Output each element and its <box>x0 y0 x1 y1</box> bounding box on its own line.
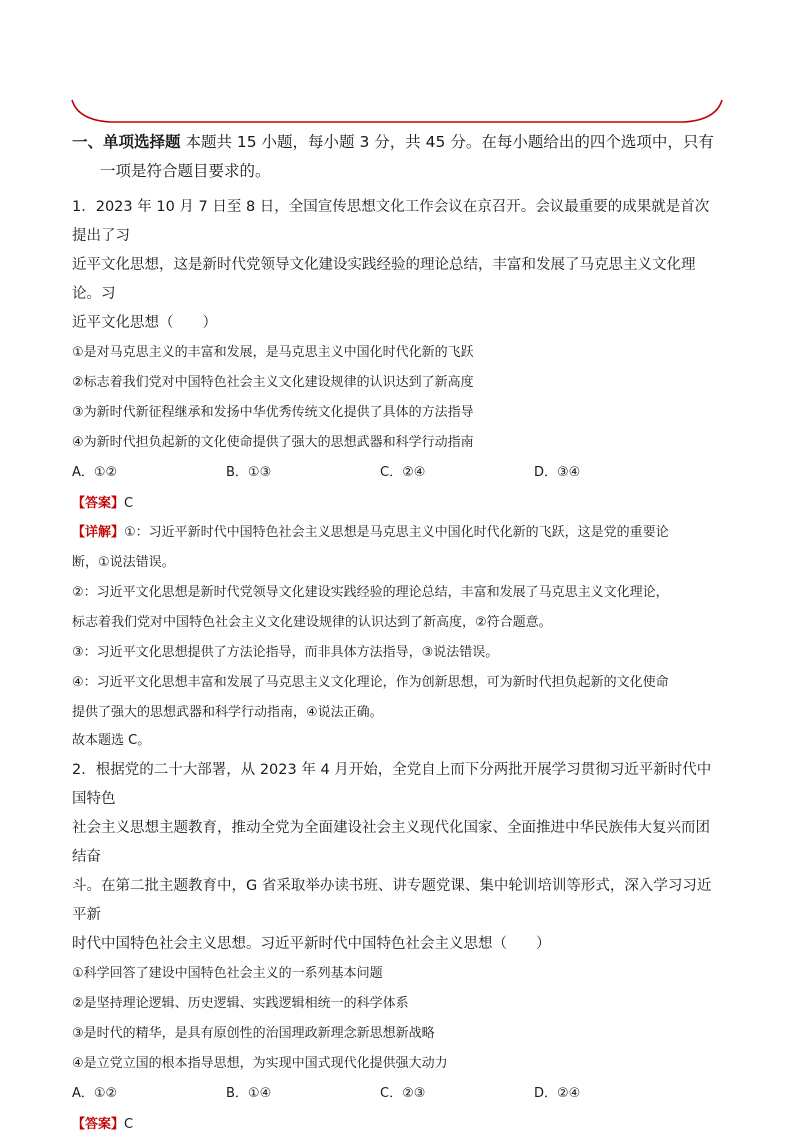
question-1-stem-line: 1．2023 年 10 月 7 日至 8 日，全国宣传思想文化工作会议在京召开。会议最重要的成果就是首次提出了习 <box>72 199 710 244</box>
answer <box>72 1109 722 1139</box>
statement: ④为新时代担负起新的文化使命提供了强大的思想武器和科学行动指南 <box>72 435 474 450</box>
explanation-line: 提供了强大的思想武器和科学行动指南，④说法正确。 <box>72 705 383 720</box>
question-2-stem-line: 时代中国特色社会主义思想。习近平新时代中国特色社会主义思想（ ） <box>72 936 551 952</box>
question-1 <box>72 193 722 756</box>
question-1-stem-line: 近平文化思想，这是新时代党领导文化建设实践经验的理论总结，丰富和发展了马克思主义文化理论。习 <box>72 257 696 302</box>
option-b: B．①④ <box>226 1086 272 1101</box>
question-2-stem-line: 2．根据党的二十大部署，从 2023 年 4 月开始，全党自上而下分两批开展学习贯彻习近平新时代中国特色 <box>72 762 712 807</box>
explanation-line <box>72 518 722 548</box>
statement: ②标志着我们党对中国特色社会主义文化建设规律的认识达到了新高度 <box>72 375 474 390</box>
statement: ④是立党立国的根本指导思想，为实现中国式现代化提供强大动力 <box>72 1056 448 1071</box>
explanation-line: 断，①说法错误。 <box>72 555 175 570</box>
statement: ②是坚持理论逻辑、历史逻辑、实践逻辑相统一的科学体系 <box>72 996 409 1011</box>
option-c: C．②③ <box>380 1086 426 1101</box>
option-a: A．①② <box>72 1086 118 1101</box>
option-a: A．①② <box>72 465 118 480</box>
section-instructions: 本题共 15 小题，每小题 3 分，共 45 分。在每小题给出的四个选项中，只有 <box>185 133 714 151</box>
answer-value: C <box>124 1117 134 1132</box>
explanation-text: ①：习近平新时代中国特色社会主义思想是马克思主义中国化时代化新的飞跃，这是党的重要论 <box>124 525 669 540</box>
section-heading <box>72 128 722 186</box>
explanation-line: 标志着我们党对中国特色社会主义文化建设规律的认识达到了新高度，②符合题意。 <box>72 615 552 630</box>
question-1-stem-line: 近平文化思想（ ） <box>72 315 217 331</box>
answer-label: 【答案】 <box>72 1117 125 1132</box>
option-c: C．②④ <box>380 465 426 480</box>
explanation <box>72 518 722 728</box>
question-2-stem-line: 斗。在第二批主题教育中，G 省采取举办读书班、讲专题党课、集中轮训培训等形式，深入学习习近平新 <box>72 878 712 923</box>
section-title: 一、单项选择题 <box>72 133 181 151</box>
statement: ①科学回答了建设中国特色社会主义的一系列基本问题 <box>72 966 383 981</box>
explanation-line: ②：习近平文化思想是新时代党领导文化建设实践经验的理论总结，丰富和发展了马克思主义文化理论， <box>72 585 669 600</box>
statement: ③是时代的精华，是具有原创性的治国理政新理念新思想新战略 <box>72 1026 435 1041</box>
explanation-line: ③：习近平文化思想提供了方法论指导，而非具体方法指导，③说法错误。 <box>72 645 499 660</box>
question-2 <box>72 756 722 1139</box>
option-d: D．③④ <box>534 465 581 480</box>
explanation-line: ④：习近平文化思想丰富和发展了马克思主义文化理论，作为创新思想，可为新时代担负起新的文化使命 <box>72 675 669 690</box>
document-body <box>72 128 722 1139</box>
conclusion: 故本题选 C。 <box>72 733 151 748</box>
header-decoration-curve <box>70 96 724 126</box>
answer <box>72 488 722 518</box>
section-instructions-cont: 一项是符合题目要求的。 <box>100 162 271 180</box>
statement: ③为新时代新征程继承和发扬中华优秀传统文化提供了具体的方法指导 <box>72 405 474 420</box>
answer-options <box>72 1079 722 1109</box>
answer-value: C <box>124 496 134 511</box>
question-2-stem-line: 社会主义思想主题教育，推动全党为全面建设社会主义现代化国家、全面推进中华民族伟大复兴而团结奋 <box>72 820 710 865</box>
answer-options <box>72 458 722 488</box>
explanation-label: 【详解】 <box>72 525 125 540</box>
option-d: D．②④ <box>534 1086 581 1101</box>
option-b: B．①③ <box>226 465 272 480</box>
statement: ①是对马克思主义的丰富和发展，是马克思主义中国化时代化新的飞跃 <box>72 345 474 360</box>
answer-label: 【答案】 <box>72 496 125 511</box>
